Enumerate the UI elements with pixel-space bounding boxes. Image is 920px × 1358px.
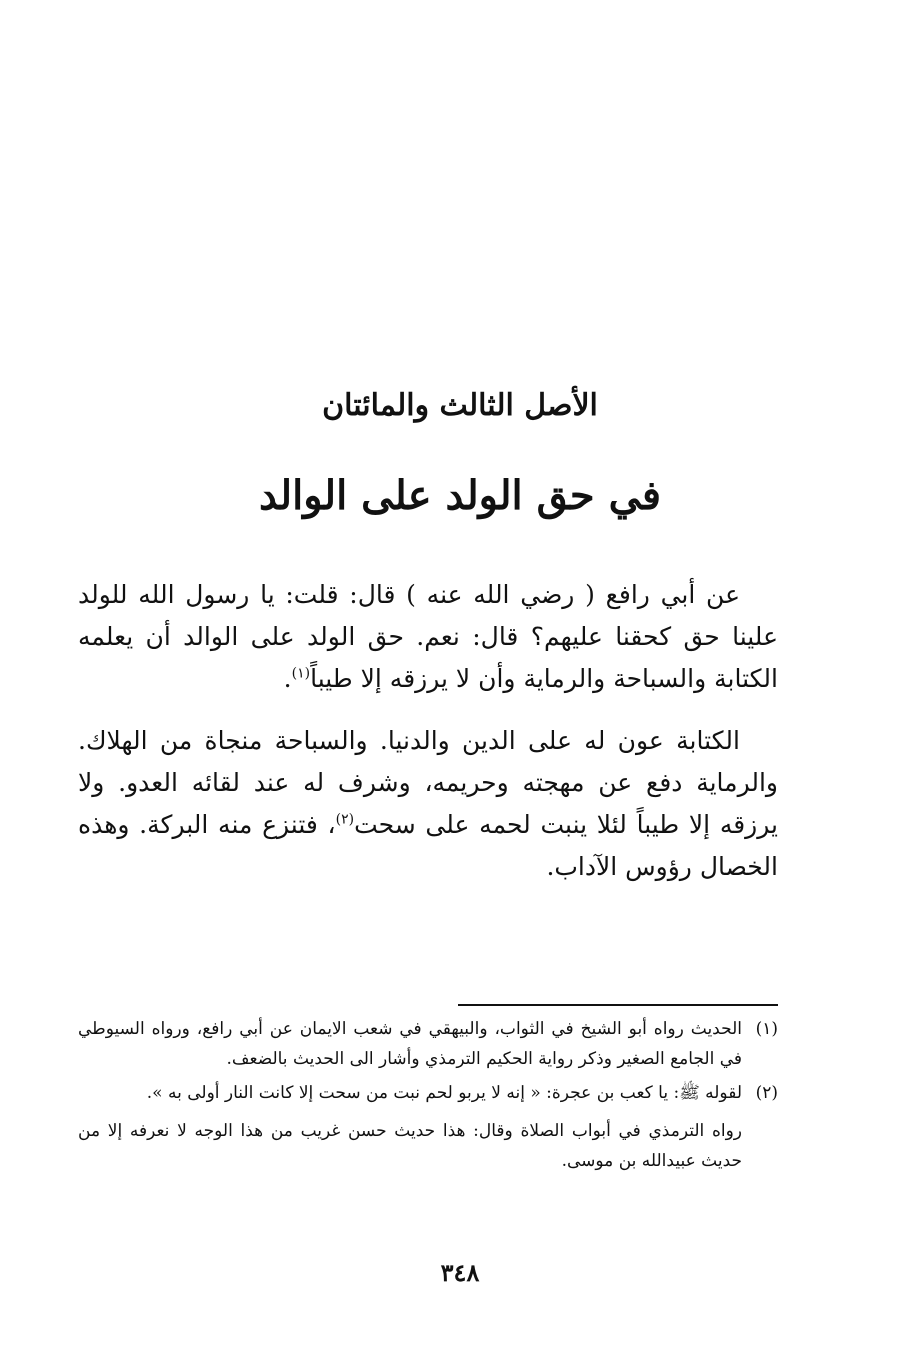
- footnote-ref-2: (٢): [335, 811, 355, 828]
- paragraph-2-text-a: الكتابة عون له على الدين والدنيا. والسباحة منجاة من الهلاك. والرماية دفع عن مهجته وحريمه، وشرف له عند لقائه العدو. ولا يرزقه إلا طيباً لئلا ينبت لحمه على سحت: [78, 726, 778, 839]
- page-number: ٣٤٨: [440, 1258, 480, 1287]
- footnote-ref-1: (١): [291, 665, 311, 682]
- footnotes: [78, 1014, 778, 1176]
- footnote-item: [78, 1078, 778, 1108]
- footnote-item: [78, 1014, 778, 1074]
- paragraph-1-text: عن أبي رافع ( رضي الله عنه ) قال: قلت: يا رسول الله للولد علينا حق كحقنا عليهم؟ قال: نعم. حق الولد على الوالد أن يعلمه الكتابة والسباحة والرماية وأن لا يرزقه إلا طيباً: [78, 580, 778, 693]
- chapter-subtitle: في حق الولد على الوالد: [258, 472, 662, 519]
- footnote-text: لقوله ﷺ: يا كعب بن عجرة: « إنه لا يربو لحم نبت من سحت إلا كانت النار أولى به ».: [146, 1083, 742, 1103]
- body-paragraph-1: [78, 574, 778, 700]
- footnote-number: (١): [755, 1019, 778, 1039]
- footnote-text: الحديث رواه أبو الشيخ في الثواب، والبيهقي في شعب الايمان عن أبي رافع، ورواه السيوطي في الجامع الصغير وذكر رواية الحكيم الترمذي وأشار الى الحديث بالضعف.: [78, 1019, 742, 1069]
- footnote-separator: [458, 1004, 778, 1006]
- footnote-continuation: رواه الترمذي في أبواب الصلاة وقال: هذا حديث حسن غريب من هذا الوجه لا نعرفه إلا من حديث عبيدالله بن موسى.: [78, 1121, 742, 1171]
- chapter-title: الأصل الثالث والمائتان: [322, 388, 598, 423]
- body-paragraph-2: [78, 720, 778, 888]
- paragraph-1-end: .: [283, 664, 292, 693]
- paragraph-2-text-b: ، فتنزع منه البركة. وهذه الخصال رؤوس الآداب.: [78, 810, 778, 881]
- footnote-number: (٢): [755, 1083, 778, 1103]
